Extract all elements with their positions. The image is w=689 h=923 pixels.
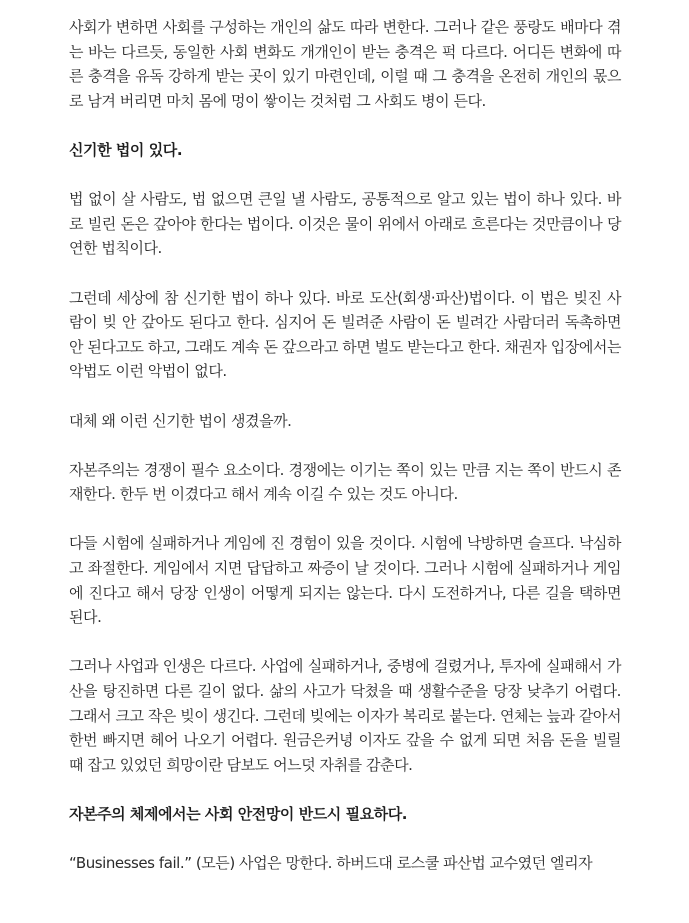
body-paragraph: 자본주의는 경쟁이 필수 요소이다. 경쟁에는 이기는 쪽이 있는 만큼 지는 쪽이 반드시 존재한다. 한두 번 이겼다고 해서 계속 이길 수 있는 것도 아니다. bbox=[69, 460, 621, 504]
body-paragraph: 다들 시험에 실패하거나 게임에 진 경험이 있을 것이다. 시험에 낙방하면 슬프다. 낙심하고 좌절한다. 게임에서 지면 답답하고 짜증이 날 것이다. 그러나 시험에 실패하거나 게임에 진다고 해서 당장 인생이 어떻게 되지는 않는다. 다시 도전하거나, 다른 길을 택하면 된다. bbox=[69, 534, 621, 627]
body-paragraph: “Businesses fail.” (모든) 사업은 망한다. 하버드대 로스쿨 파산법 교수였던 엘리자 bbox=[69, 854, 593, 873]
intro-paragraph: 사회가 변하면 사회를 구성하는 개인의 삶도 따라 변한다. 그러나 같은 풍랑도 배마다 겪는 바는 다르듯, 동일한 사회 변화도 개개인이 받는 충격은 퍽 다르다. 어디든 변화에 따른 충격을 유독 강하게 받는 곳이 있기 마련인데, 이럴 때 그 충격을 온전히 개인의 몫으로 남겨 버리면 마치 몸에 멍이 쌓이는 것처럼 그 사회도 병이 든다. bbox=[69, 18, 621, 110]
body-paragraph: 대체 왜 이런 신기한 법이 생겼을까. bbox=[69, 411, 292, 430]
body-paragraph: 그러나 사업과 인생은 다르다. 사업에 실패하거나, 중병에 걸렸거나, 투자에 실패해서 가산을 탕진하면 다른 길이 없다. 삶의 사고가 닥쳤을 때 생활수준을 당장 낮추기 어렵다. 그래서 크고 작은 빚이 생긴다. 그런데 빚에는 이자가 복리로 붙는다. 연체는 늪과 같아서 한번 빠지면 헤어 나오기 어렵다. 원금은커녕 이자도 갚을 수 없게 되면 처음 돈을 빌릴 때 잡고 있었던 희망이란 담보도 어느덧 자취를 감춘다. bbox=[69, 657, 621, 774]
section-heading-safety-net: 자본주의 체제에서는 사회 안전망이 반드시 필요하다. bbox=[69, 805, 407, 823]
body-paragraph: 법 없이 살 사람도, 법 없으면 큰일 낼 사람도, 공통적으로 알고 있는 법이 하나 있다. 바로 빌린 돈은 갚아야 한다는 법이다. 이것은 물이 위에서 아래로 흐른다는 것만큼이나 당연한 법칙이다. bbox=[69, 190, 621, 258]
section-heading-strange-law: 신기한 법이 있다. bbox=[69, 140, 183, 159]
article-body bbox=[69, 15, 621, 900]
body-paragraph: 그런데 세상에 참 신기한 법이 하나 있다. 바로 도산(회생·파산)법이다. 이 법은 빚진 사람이 빚 안 갚아도 된다고 한다. 심지어 돈 빌려준 사람이 돈 빌려간 사람더러 독촉하면 안 된다고도 하고, 그래도 계속 돈 갚으라고 하면 벌도 받는다고 한다. 채권자 입장에서는 악법도 이런 악법이 없다. bbox=[69, 288, 621, 381]
